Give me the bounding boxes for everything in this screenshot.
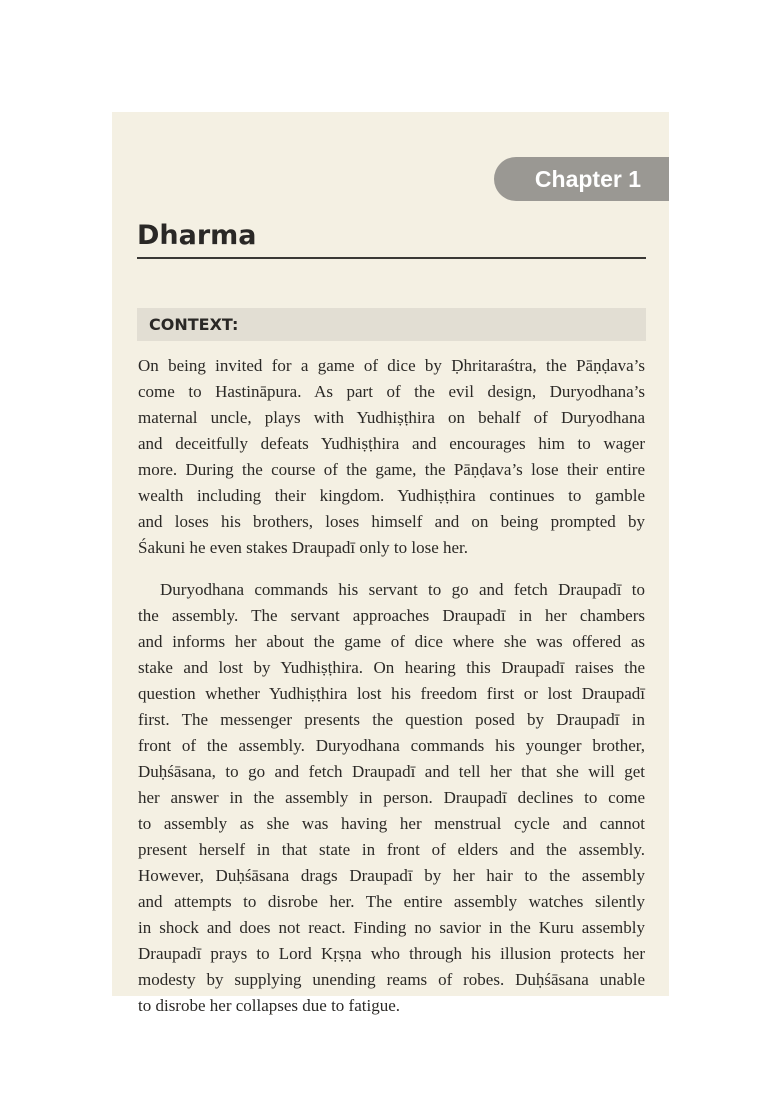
text-line: in shock and does not react. Finding no savior in the Kuru assembly (138, 918, 645, 937)
text-line: first. The messenger presents the question posed by Draupadī in (138, 710, 645, 729)
text-line: and loses his brothers, loses himself and on being prompted by (138, 512, 645, 531)
text-line: On being invited for a game of dice by Ḍhritaraśtra, the Pāṇḍava’s (138, 356, 645, 375)
text-line: stake and lost by Yudhiṣṭhira. On hearing this Draupadī raises the (138, 658, 645, 677)
paragraph-2 (138, 577, 645, 1019)
text-line: her answer in the assembly in person. Draupadī declines to come (138, 788, 645, 807)
text-line: However, Duḥśāsana drags Draupadī by her hair to the assembly (138, 866, 645, 885)
text-line: front of the assembly. Duryodhana commands his younger brother, (138, 736, 645, 755)
text-line: Śakuni he even stakes Draupadī only to lose her. (138, 538, 469, 557)
text-line: modesty by supplying unending reams of robes. Duḥśāsana unable (138, 970, 645, 989)
text-line: maternal uncle, plays with Yudhiṣṭhira on behalf of Duryodhana (138, 408, 645, 427)
text-line: to assembly as she was having her menstrual cycle and cannot (138, 814, 645, 833)
section-heading: CONTEXT: (149, 315, 239, 334)
text-line: Duryodhana commands his servant to go and fetch Draupadī to (160, 580, 645, 599)
text-line: and deceitfully defeats Yudhiṣṭhira and encourages him to wager (138, 434, 645, 453)
text-line: Duḥśāsana, to go and fetch Draupadī and tell her that she will get (138, 762, 645, 781)
text-line: Draupadī prays to Lord Kṛṣṇa who through his illusion protects her (138, 944, 645, 963)
text-line: wealth including their kingdom. Yudhiṣṭhira continues to gamble (138, 486, 645, 505)
text-line: to disrobe her collapses due to fatigue. (138, 996, 401, 1015)
body-text (138, 353, 645, 1019)
section-heading-band (137, 308, 646, 341)
text-line: question whether Yudhiṣṭhira lost his freedom first or lost Draupadī (138, 684, 645, 703)
text-line: and attempts to disrobe her. The entire assembly watches silently (138, 892, 645, 911)
text-line: come to Hastināpura. As part of the evil design, Duryodhana’s (138, 382, 645, 401)
chapter-tab: Chapter 1 (494, 157, 669, 201)
chapter-title: Dharma (137, 220, 257, 251)
paragraph-1 (138, 353, 645, 561)
text-line: and informs her about the game of dice where she was offered as (138, 632, 645, 651)
title-divider (137, 257, 646, 259)
text-line: more. During the course of the game, the Pāṇḍava’s lose their entire (138, 460, 645, 479)
text-line: present herself in that state in front of elders and the assembly. (138, 840, 645, 859)
text-line: the assembly. The servant approaches Draupadī in her chambers (138, 606, 645, 625)
